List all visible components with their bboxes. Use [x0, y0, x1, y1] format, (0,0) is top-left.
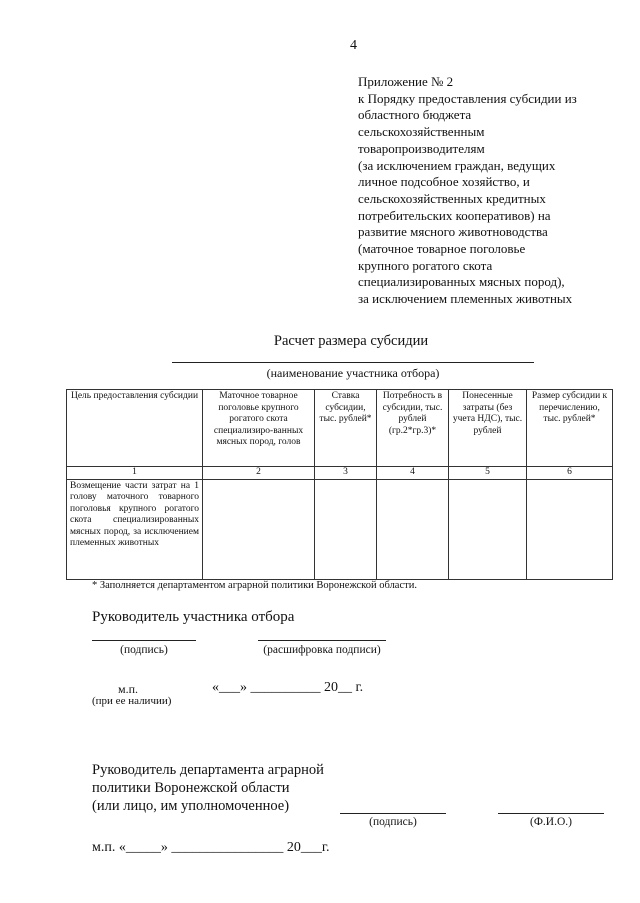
- livestock-cell[interactable]: [203, 479, 315, 579]
- dept-signature-caption: (подпись): [369, 816, 417, 828]
- footnote: * Заполняется департаментом аграрной политики Воронежской области.: [92, 580, 417, 591]
- participant-name-line[interactable]: [172, 362, 534, 363]
- annex-header: [358, 74, 628, 308]
- header-cell: Цель предоставления субсидии: [67, 390, 203, 467]
- table-row: [67, 479, 613, 579]
- annex-line: развитие мясного животноводства: [358, 224, 548, 240]
- annex-line: товаропроизводителям: [358, 140, 485, 156]
- column-number: 4: [377, 467, 449, 480]
- column-number: 2: [203, 467, 315, 480]
- annex-line: специализированных мясных пород),: [358, 274, 565, 290]
- annex-line: потребительских кооперативов) на: [358, 207, 551, 223]
- fio-caption: (Ф.И.О.): [530, 816, 572, 828]
- table-number-row: [67, 467, 613, 480]
- rate-cell[interactable]: [315, 479, 377, 579]
- costs-cell[interactable]: [449, 479, 527, 579]
- dept-head-line: политики Воронежской области: [92, 780, 290, 796]
- header-cell: Размер субсидии к перечислению, тыс. рублей*: [527, 390, 613, 467]
- fio-line[interactable]: [498, 813, 604, 814]
- annex-line: сельскохозяйственных кредитных: [358, 190, 546, 206]
- annex-line: (маточное товарное поголовье: [358, 241, 526, 257]
- column-number: 1: [67, 467, 203, 480]
- header-cell: Ставка субсидии, тыс. рублей*: [315, 390, 377, 467]
- annex-line: Приложение № 2: [358, 74, 454, 89]
- column-number: 5: [449, 467, 527, 480]
- signature-caption: (подпись): [120, 644, 168, 656]
- dept-head-title: [92, 761, 324, 815]
- annex-line: к Порядку предоставления субсидии из: [358, 90, 577, 106]
- goal-cell: Возмещение части затрат на 1 голову маточного товарного поголовья крупного рогатого скота специализированных мясных пород, за исключением племенных животных: [67, 479, 203, 579]
- participant-caption: (наименование участника отбора): [266, 366, 440, 380]
- dept-signature-line[interactable]: [340, 813, 446, 814]
- dept-head-line: (или лицо, им уполномоченное): [92, 798, 290, 814]
- annex-line: сельскохозяйственным: [358, 124, 485, 140]
- dept-date-line[interactable]: м.п. «_____» ________________ 20___г.: [92, 840, 330, 855]
- date-line[interactable]: «___» __________ 20__ г.: [212, 680, 364, 695]
- page-number: 4: [350, 38, 357, 53]
- participant-head-title: Руководитель участника отбора: [92, 609, 295, 625]
- column-number: 6: [527, 467, 613, 480]
- stamp-label: м.п.: [118, 682, 139, 696]
- annex-line: за исключением племенных животных: [358, 291, 573, 307]
- signature-decode-caption: (расшифровка подписи): [263, 644, 381, 656]
- payment-cell[interactable]: [527, 479, 613, 579]
- annex-line: личное подсобное хозяйство, и: [358, 174, 530, 190]
- header-cell: Маточное товарное поголовье крупного рогатого скота специализиро-ванных мясных пород, голов: [203, 390, 315, 467]
- annex-line: крупного рогатого скота: [358, 257, 493, 273]
- stamp-note: (при ее наличии): [92, 695, 172, 707]
- subsidy-table: [66, 389, 613, 580]
- dept-head-line: Руководитель департамента аграрной: [92, 762, 324, 778]
- need-cell[interactable]: [377, 479, 449, 579]
- header-cell: Потребность в субсидии, тыс. рублей (гр.2*гр.3)*: [377, 390, 449, 467]
- column-number: 3: [315, 467, 377, 480]
- signature-decode-line[interactable]: [258, 640, 386, 641]
- signature-line[interactable]: [92, 640, 196, 641]
- table-header-row: [67, 390, 613, 467]
- header-cell: Понесенные затраты (без учета НДС), тыс. рублей: [449, 390, 527, 467]
- annex-line: областного бюджета: [358, 107, 472, 123]
- calc-title: Расчет размера субсидии: [273, 333, 429, 349]
- annex-line: (за исключением граждан, ведущих: [358, 157, 556, 173]
